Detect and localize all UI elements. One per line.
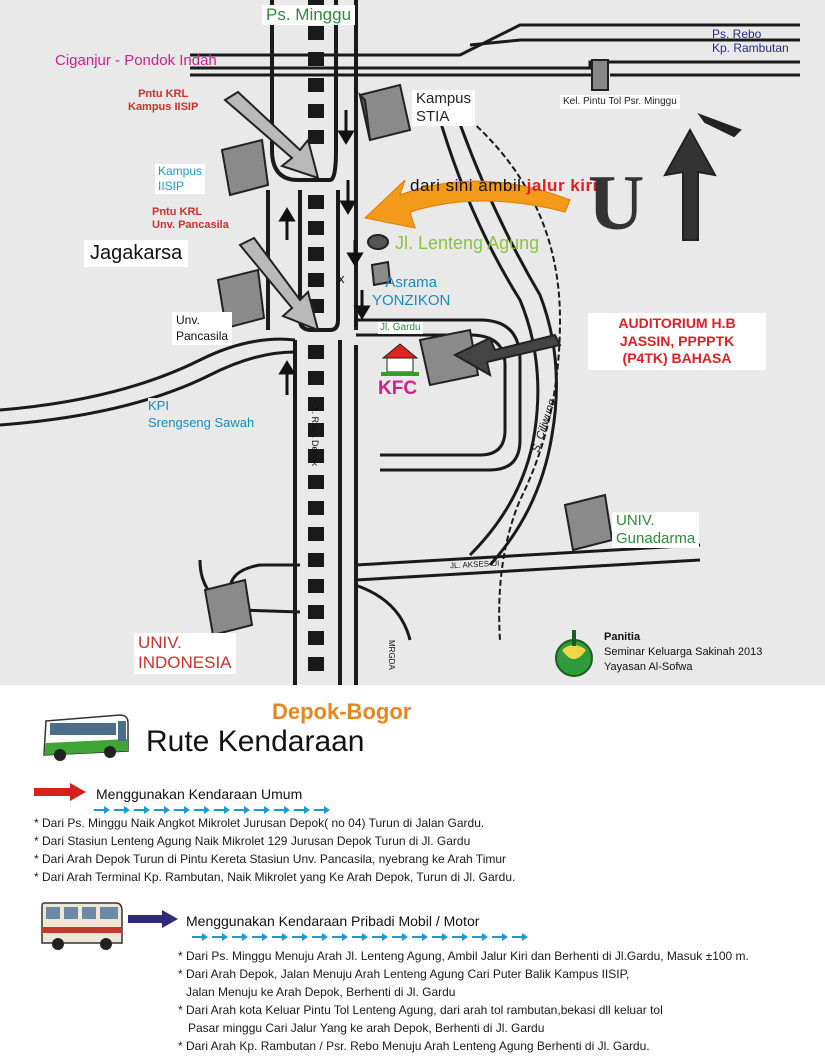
label-ciganjur: Ciganjur - Pondok Indah <box>55 52 217 69</box>
label-kampus-stia-line1: Kampus <box>416 90 472 107</box>
kfc-house-icon <box>381 344 419 376</box>
red-arrow-icon <box>34 783 86 801</box>
label-s-ciliwung: S. Ciliwung <box>530 397 559 454</box>
top-road <box>190 25 800 75</box>
dotted-arrows-public <box>94 805 344 815</box>
label-gunadarma-line1: UNIV. <box>616 512 655 529</box>
public-item-2: * Dari Stasiun Lenteng Agung Naik Mikrolet 129 Jurusan Depok Turun di Jl. Gardu <box>34 834 471 848</box>
label-asrama-line2: YONZIKON <box>372 292 451 309</box>
label-gunadarma <box>612 512 699 548</box>
private-item-2-cont: Jalan Menuju ke Arah Depok, Berhenti di Jl. Gardu <box>186 985 456 999</box>
bus-icon <box>40 713 132 763</box>
label-pntu-krl-iisip <box>128 88 198 114</box>
label-x-mark: x <box>338 271 345 286</box>
public-item-4: * Dari Arah Terminal Kp. Rambutan, Naik Mikrolet yang Ke Arah Depok, Turun di Jl. Gardu. <box>34 870 516 884</box>
public-item-1: * Dari Ps. Minggu Naik Angkot Mikrolet Jurusan Depok( no 04) Turun di Jalan Gardu. <box>34 816 485 830</box>
label-panitia <box>604 630 762 675</box>
private-item-3-cont: Pasar minggu Cari Jalur Yang ke arah Depok, Berhenti di Jl. Gardu <box>188 1021 545 1035</box>
panitia-logo <box>556 630 592 676</box>
north-arrow <box>665 130 715 240</box>
label-auditorium <box>588 313 766 370</box>
private-item-2: * Dari Arah Depok, Jalan Menuju Arah Lenteng Agung Cari Puter Balik Kampus IISIP, <box>178 967 630 981</box>
label-unv-pancasila <box>172 312 232 345</box>
label-kpi-line1: KPI <box>148 398 169 413</box>
public-item-3: * Dari Arah Depok Turun di Pintu Kereta Stasiun Unv. Pancasila, nyebrang ke Arah Timur <box>34 852 507 866</box>
label-kampus-iisip-line1: Kampus <box>158 164 203 178</box>
dotted-arrows-private <box>192 932 532 942</box>
label-kampus-stia-line2: STIA <box>416 108 450 125</box>
label-auditorium-line3: (P4TK) BAHASA <box>622 350 732 366</box>
label-auditorium-line2: JASSIN, PPPPTK <box>619 332 735 349</box>
van-icon <box>38 897 126 953</box>
label-unv-pancasila-line1: Unv. <box>176 313 200 327</box>
label-jl-raya-depok: Jl. Raya Depok <box>310 405 320 467</box>
label-asrama-line1: Asrama <box>385 274 438 291</box>
label-auditorium-line1: AUDITORIUM H.B <box>618 315 736 331</box>
toll-gate <box>592 60 608 90</box>
label-jl-lenteng-agung: Jl. Lenteng Agung <box>395 233 540 253</box>
label-dari-sini-text: dari sini ambil <box>410 176 527 195</box>
label-margonda: MRGDA <box>387 640 396 670</box>
label-kfc: KFC <box>378 378 418 399</box>
label-jl-gardu: Jl. Gardu <box>380 322 421 333</box>
label-jalur-kiri: jalur kiri <box>526 176 598 195</box>
label-panitia-line1: Panitia <box>604 631 641 643</box>
label-univ-indonesia-line1: UNIV. <box>138 633 182 652</box>
route-title: Rute Kendaraan <box>146 725 365 758</box>
route-section <box>0 685 825 1059</box>
label-pntu-krl-pancasila-line2: Unv. Pancasila <box>152 219 229 232</box>
label-asrama <box>372 274 450 310</box>
private-item-3: * Dari Arah kota Keluar Pintu Tol Lenteng Agung, dari arah tol rambutan,bekasi dll keluar tol <box>178 1003 663 1017</box>
label-unv-pancasila-line2: Pancasila <box>176 328 229 343</box>
label-pntu-krl-pancasila <box>152 206 229 232</box>
private-item-4: * Dari Arah Kp. Rambutan / Psr. Rebo Menuju Arah Lenteng Agung Berhenti di Jl. Gardu. <box>178 1039 650 1053</box>
label-kampus-iisip <box>155 164 205 194</box>
label-pntu-krl-pancasila-line1: Pntu KRL <box>152 206 203 218</box>
label-panitia-line2: Seminar Keluarga Sakinah 2013 <box>604 645 763 658</box>
label-panitia-line3: Yayasan Al-Sofwa <box>604 660 693 673</box>
label-ps-minggu: Ps. Minggu <box>262 5 355 25</box>
destination-title: Depok-Bogor <box>272 699 412 724</box>
label-ps-rebo <box>712 27 789 56</box>
label-univ-indonesia-line2: INDONESIA <box>138 653 232 673</box>
label-gunadarma-line2: Gunadarma <box>616 530 696 547</box>
label-jl-akses-ui: JL. AKSES UI <box>449 558 500 571</box>
label-pntu-krl-iisip-line2: Kampus IISIP <box>128 101 199 114</box>
label-jagakarsa: Jagakarsa <box>84 240 188 267</box>
label-ps-rebo-line2: Kp. Rambutan <box>712 41 789 56</box>
private-item-1: * Dari Ps. Minggu Menuju Arah Jl. Lenteng Agung, Ambil Jalur Kiri dan Berhenti di Jl.Gardu, Masuk ±100 m. <box>178 949 749 963</box>
label-kpi-line2: Srengseng Sawah <box>148 414 255 430</box>
label-pntu-krl-iisip-line1: Pntu KRL <box>138 88 189 100</box>
label-kampus-stia <box>412 90 475 126</box>
label-kpi <box>148 398 254 432</box>
label-dari-sini <box>410 176 598 196</box>
label-kampus-iisip-line2: IISIP <box>158 179 185 193</box>
navy-arrow-icon <box>128 910 178 928</box>
railway <box>308 0 324 671</box>
label-pintu-tol: Kel. Pintu Tol Psr. Minggu <box>560 95 680 109</box>
label-ps-rebo-line1: Ps. Rebo <box>712 27 762 41</box>
public-heading: Menggunakan Kendaraan Umum <box>96 786 303 802</box>
label-univ-indonesia <box>134 633 236 674</box>
compass-north-letter: U <box>588 159 645 246</box>
private-heading: Menggunakan Kendaraan Pribadi Mobil / Motor <box>186 913 480 929</box>
